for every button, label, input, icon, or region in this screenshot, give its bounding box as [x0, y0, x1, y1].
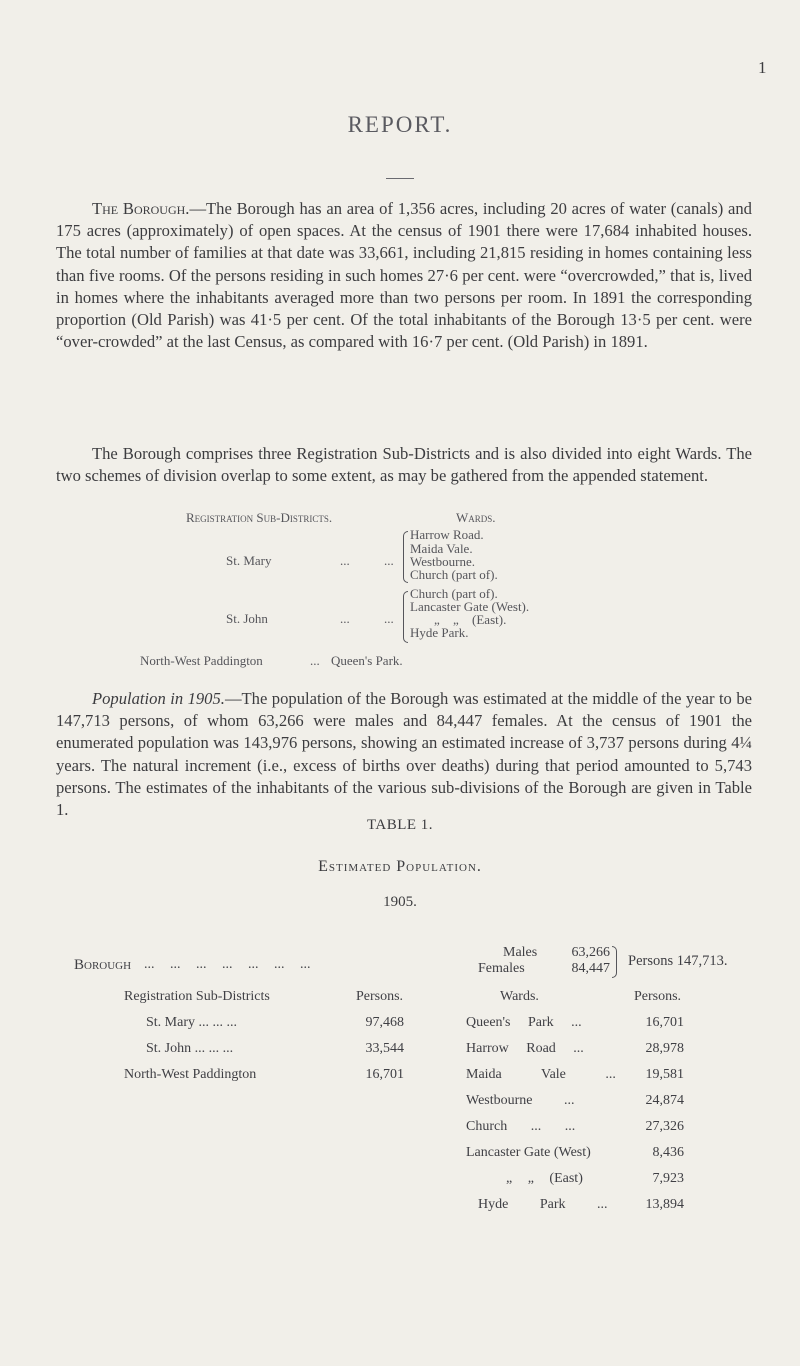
page-title: REPORT.	[347, 112, 453, 137]
population-text: —The population of the Borough was estimated at the middle of the year to be 147,713 persons, of whom 63,266 were males and 84,447 females. At the census of 1901 the enumerated population was 143,976 persons, showing an estimated increase of 3,737 persons during 4¼ years. The natural increment (i.e., excess of births over deaths) during that period amounted to 5,743 persons. The estimates of the inhabitants of the various sub-divisions of the Borough are given in Table 1.	[56, 689, 752, 820]
statement-brace	[403, 531, 408, 583]
ward-persons: 24,874	[645, 1093, 684, 1108]
ward-name: Queen's Park ...	[466, 1015, 582, 1030]
statement-ward: Maida Vale.	[410, 541, 473, 556]
ward-persons: 19,581	[645, 1067, 684, 1082]
ward-persons: 16,701	[645, 1015, 684, 1030]
intro-text: —The Borough has an area of 1,356 acres, including 20 acres of water (canals) and 175 acres (approximately) of open spaces. At the census of 1901 there were 17,684 inhabited houses. The total number of families at that date was 33,661, including 21,815 residing in homes containing less than five rooms. Of the persons residing in such homes 27·6 per cent. were “overcrowded,” that is, lived in homes where the inhabitants averaged more than two persons per room. In 1891 the corresponding proportion (Old Parish) was 41·5 per cent. Of the total inhabitants of the Borough 13·5 per cent. were “over-crowded” at the last Census, as compared with 16·7 per cent. (Old Parish) in 1891.	[56, 199, 752, 352]
ward-name: Hyde Park ...	[478, 1197, 608, 1212]
ward-name: Church ... ...	[466, 1119, 576, 1134]
males-value: 63,266	[571, 945, 610, 960]
statement-ward: Westbourne.	[410, 554, 476, 569]
table-header-ward-persons: Persons.	[634, 989, 682, 1004]
statement-ward: Queen's Park.	[331, 653, 403, 668]
borough-dots: ... ... ... ... ... ... ...	[144, 957, 311, 972]
statement-subdistrict-nw-paddington: North-West Paddington	[140, 653, 263, 668]
page-number: 1	[758, 58, 767, 77]
table-header-wards: Wards.	[500, 989, 539, 1004]
statement-dots: ...	[384, 611, 394, 626]
statement-dots: ...	[340, 553, 350, 568]
statement-ward: „ „ (East).	[434, 612, 507, 627]
title-rule	[386, 178, 414, 179]
table-header-subdistricts: Registration Sub-Districts	[124, 989, 270, 1004]
statement-header-subdistricts: Registration Sub-Districts.	[186, 510, 333, 525]
ward-persons: 8,436	[652, 1145, 684, 1160]
population-heading: Population in 1905.	[92, 689, 225, 708]
ward-persons: 7,923	[652, 1171, 684, 1186]
subdistrict-name: North-West Paddington	[124, 1067, 257, 1082]
statement-dots: ...	[340, 611, 350, 626]
persons-total: Persons 147,713.	[628, 953, 728, 969]
males-label: Males	[503, 945, 538, 960]
ward-persons: 28,978	[645, 1041, 684, 1056]
subdistrict-persons: 97,468	[365, 1015, 404, 1030]
subdistrict-name: St. John ... ... ...	[146, 1041, 234, 1056]
table-year: 1905.	[383, 894, 417, 910]
table-title: Estimated Population.	[318, 858, 482, 875]
statement-header-wards: Wards.	[456, 510, 496, 525]
statement-ward: Church (part of).	[410, 567, 498, 582]
statement-subdistrict-st-john: St. John	[226, 611, 268, 626]
females-value: 84,447	[571, 961, 610, 976]
intro-paragraph	[56, 198, 752, 353]
ward-name: Harrow Road ...	[466, 1041, 584, 1056]
ward-name: Lancaster Gate (West)	[466, 1145, 591, 1160]
borough-label: Borough	[74, 957, 132, 973]
statement-ward: Hyde Park.	[410, 625, 469, 640]
statement-ward: Lancaster Gate (West).	[410, 599, 530, 614]
intro-heading: The Borough.	[92, 199, 190, 218]
divisions-text: The Borough comprises three Registration Sub-Districts and is also divided into eight Wards. The two schemes of division overlap to some extent, as may be gathered from the appended statement.	[56, 444, 752, 486]
ward-name: Westbourne ...	[466, 1093, 575, 1108]
statement-ward: Harrow Road.	[410, 527, 484, 542]
statement-dots: ...	[384, 553, 394, 568]
subdistrict-name: St. Mary ... ... ...	[146, 1015, 237, 1030]
population-paragraph	[56, 688, 752, 821]
borough-brace	[612, 946, 617, 978]
statement-brace	[403, 591, 408, 643]
divisions-paragraph	[56, 443, 752, 487]
statement-ward: Church (part of).	[410, 586, 498, 601]
subdistrict-persons: 33,544	[365, 1041, 404, 1056]
females-label: Females	[478, 961, 525, 976]
ward-name: „ „ (East)	[506, 1171, 583, 1186]
table-label: TABLE 1.	[366, 817, 434, 833]
ward-persons: 27,326	[645, 1119, 684, 1134]
subdistrict-persons: 16,701	[365, 1067, 404, 1082]
ward-name: Maida Vale ...	[466, 1067, 616, 1082]
statement-dots: ...	[310, 653, 320, 668]
statement-subdistrict-st-mary: St. Mary	[226, 553, 272, 568]
table-header-persons: Persons.	[356, 989, 404, 1004]
ward-persons: 13,894	[645, 1197, 684, 1212]
